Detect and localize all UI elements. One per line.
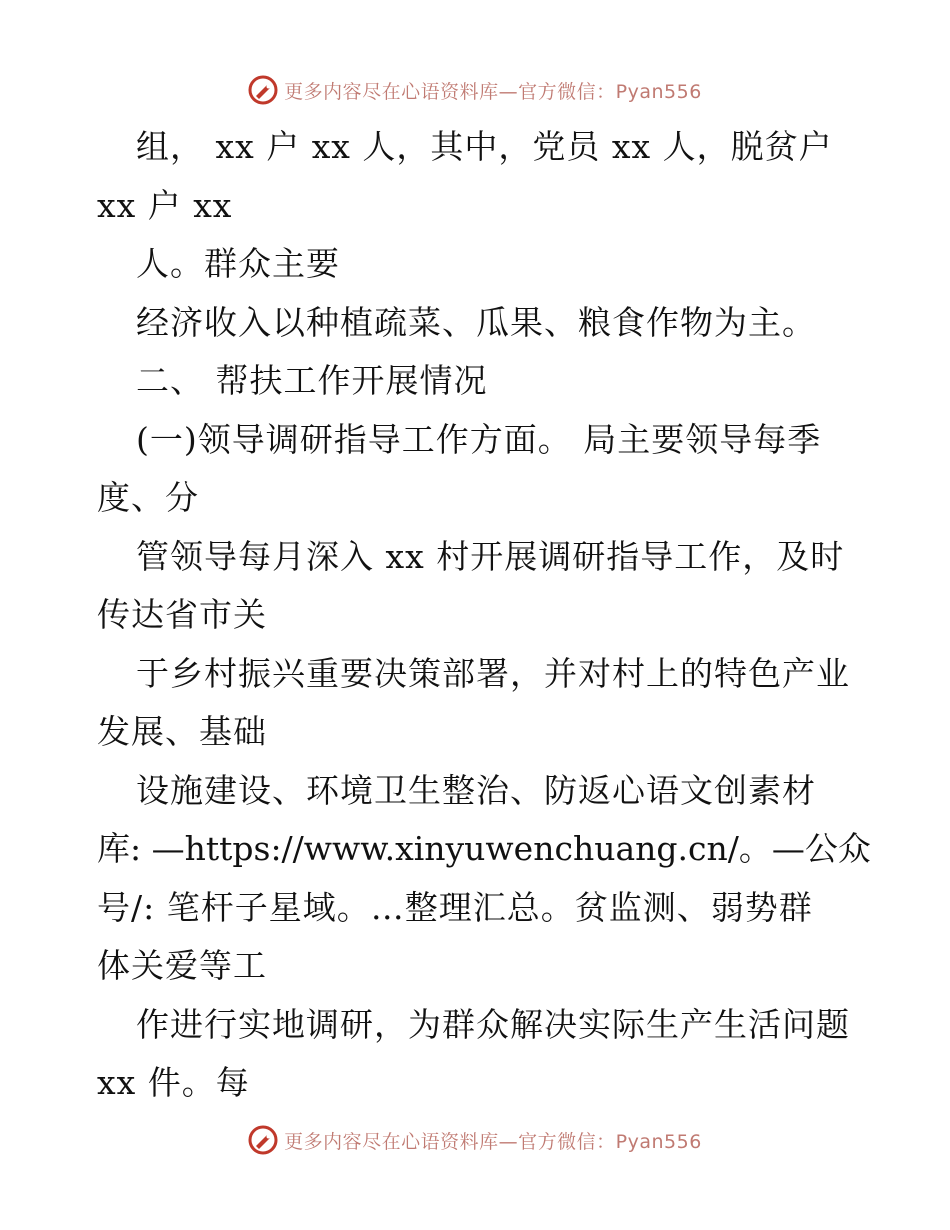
red-circle-pen-logo-icon — [248, 75, 278, 105]
section-heading: 二、 帮扶工作开展情况 — [136, 361, 488, 400]
text-line: 设施建设、环境卫生整治、防返心语文创素材 — [136, 770, 816, 810]
text-line: 度、分 — [97, 478, 199, 517]
text-line: 管领导每月深入 xx 村开展调研指导工作，及时 — [136, 536, 845, 576]
footer-banner-text: 更多内容尽在心语资料库—官方微信：Pyan556 — [284, 1130, 702, 1153]
text-line: 体关爱等工 — [97, 946, 267, 985]
text-line: 作进行实地调研，为群众解决实际生产生活问题 — [136, 1004, 850, 1044]
header-banner-text: 更多内容尽在心语资料库—官方微信：Pyan556 — [284, 80, 702, 103]
text-line: 人。群众主要 — [136, 244, 340, 283]
red-circle-pen-logo-icon — [248, 1125, 278, 1155]
footer-banner — [0, 1120, 950, 1160]
text-line: xx 户 xx — [97, 185, 233, 225]
header-banner — [0, 70, 950, 110]
text-line: xx 件。每 — [97, 1063, 250, 1102]
text-line: 发展、基础 — [97, 712, 267, 751]
text-line: 传达省市关 — [97, 595, 267, 634]
text-line: 于乡村振兴重要决策部署，并对村上的特色产业 — [136, 653, 850, 693]
text-line: (一)领导调研指导工作方面。 局主要领导每季 — [136, 419, 822, 459]
text-line: 号/: 笔杆子星域。…整理汇总。贫监测、弱势群 — [97, 887, 813, 927]
text-line: 经济收入以种植疏菜、瓜果、粮食作物为主。 — [136, 302, 816, 342]
document-body — [97, 118, 871, 1113]
text-line: 组， xx 户 xx 人，其中，党员 xx 人，脱贫户 — [136, 127, 833, 166]
text-line: 库: —https://www.xinyuwenchuang.cn/。—公众 — [97, 829, 871, 868]
